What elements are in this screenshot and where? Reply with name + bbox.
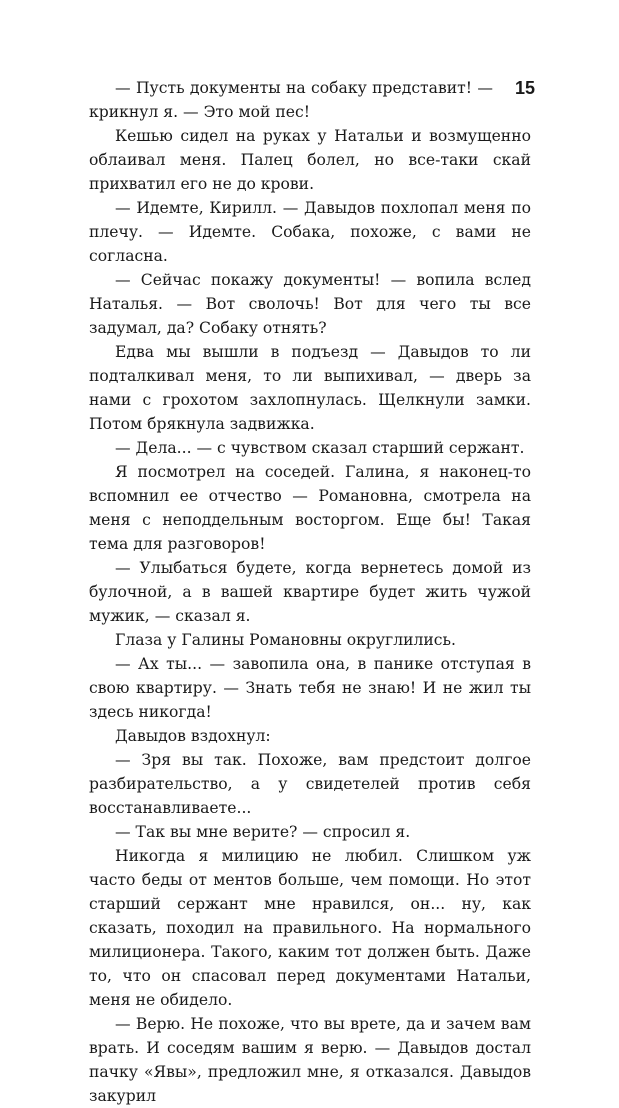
paragraph: — Пусть документы на собаку представит! — крикнул я. — Это мой пес! [89,79,493,121]
paragraph: — Верю. Не похоже, что вы врете, да и зачем вам врать. И соседям вашим я верю. — Давыдов достал пачку «Явы», предложил мне, я отказался. Давыдов закурил [89,1015,531,1105]
paragraph: Давыдов вздохнул: [115,727,271,745]
paragraph: — Сейчас покажу документы! — вопила вслед Наталья. — Вот сволочь! Вот для чего ты все задумал, да? Собаку отнять? [89,271,531,337]
paragraph: — Дела... — с чувством сказал старший сержант. [115,439,525,457]
paragraph: Никогда я милицию не любил. Слишком уж часто беды от ментов больше, чем помощи. Но этот старший сержант мне нравился, он... ну, как сказать, походил на правильного. На нормального милиционера. Такого, каким тот должен быть. Даже то, что он спасовал перед документами Натальи, меня не обидело. [89,847,531,1009]
page-number: 15 [514,78,535,98]
body-text [89,76,531,1108]
paragraph: — Улыбаться будете, когда вернетесь домой из булочной, а в вашей квартире будет жить чужой мужик, — сказал я. [89,559,531,625]
paragraph: — Зря вы так. Похоже, вам предстоит долгое разбирательство, а у свидетелей против себя восстанавливаете... [89,751,531,817]
paragraph: Глаза у Галины Романовны округлились. [115,631,456,649]
paragraph: — Идемте, Кирилл. — Давыдов похлопал меня по плечу. — Идемте. Собака, похоже, с вами не согласна. [89,199,531,265]
paragraph: — Ах ты... — завопила она, в панике отступая в свою квартиру. — Знать тебя не знаю! И не жил ты здесь никогда! [89,655,531,721]
paragraph: Я посмотрел на соседей. Галина, я наконец-то вспомнил ее отчество — Романовна, смотрела на меня с неподдельным восторгом. Еще бы! Такая тема для разговоров! [89,463,531,553]
paragraph: Едва мы вышли в подъезд — Давыдов то ли подталкивал меня, то ли выпихивал, — дверь за нами с грохотом захлопнулась. Щелкнули замки. Потом брякнула задвижка. [89,343,531,433]
paragraph: Кешью сидел на руках у Натальи и возмущенно облаивал меня. Палец болел, но все-таки скай прихватил его не до крови. [89,127,531,193]
paragraph: — Так вы мне верите? — спросил я. [115,823,411,841]
